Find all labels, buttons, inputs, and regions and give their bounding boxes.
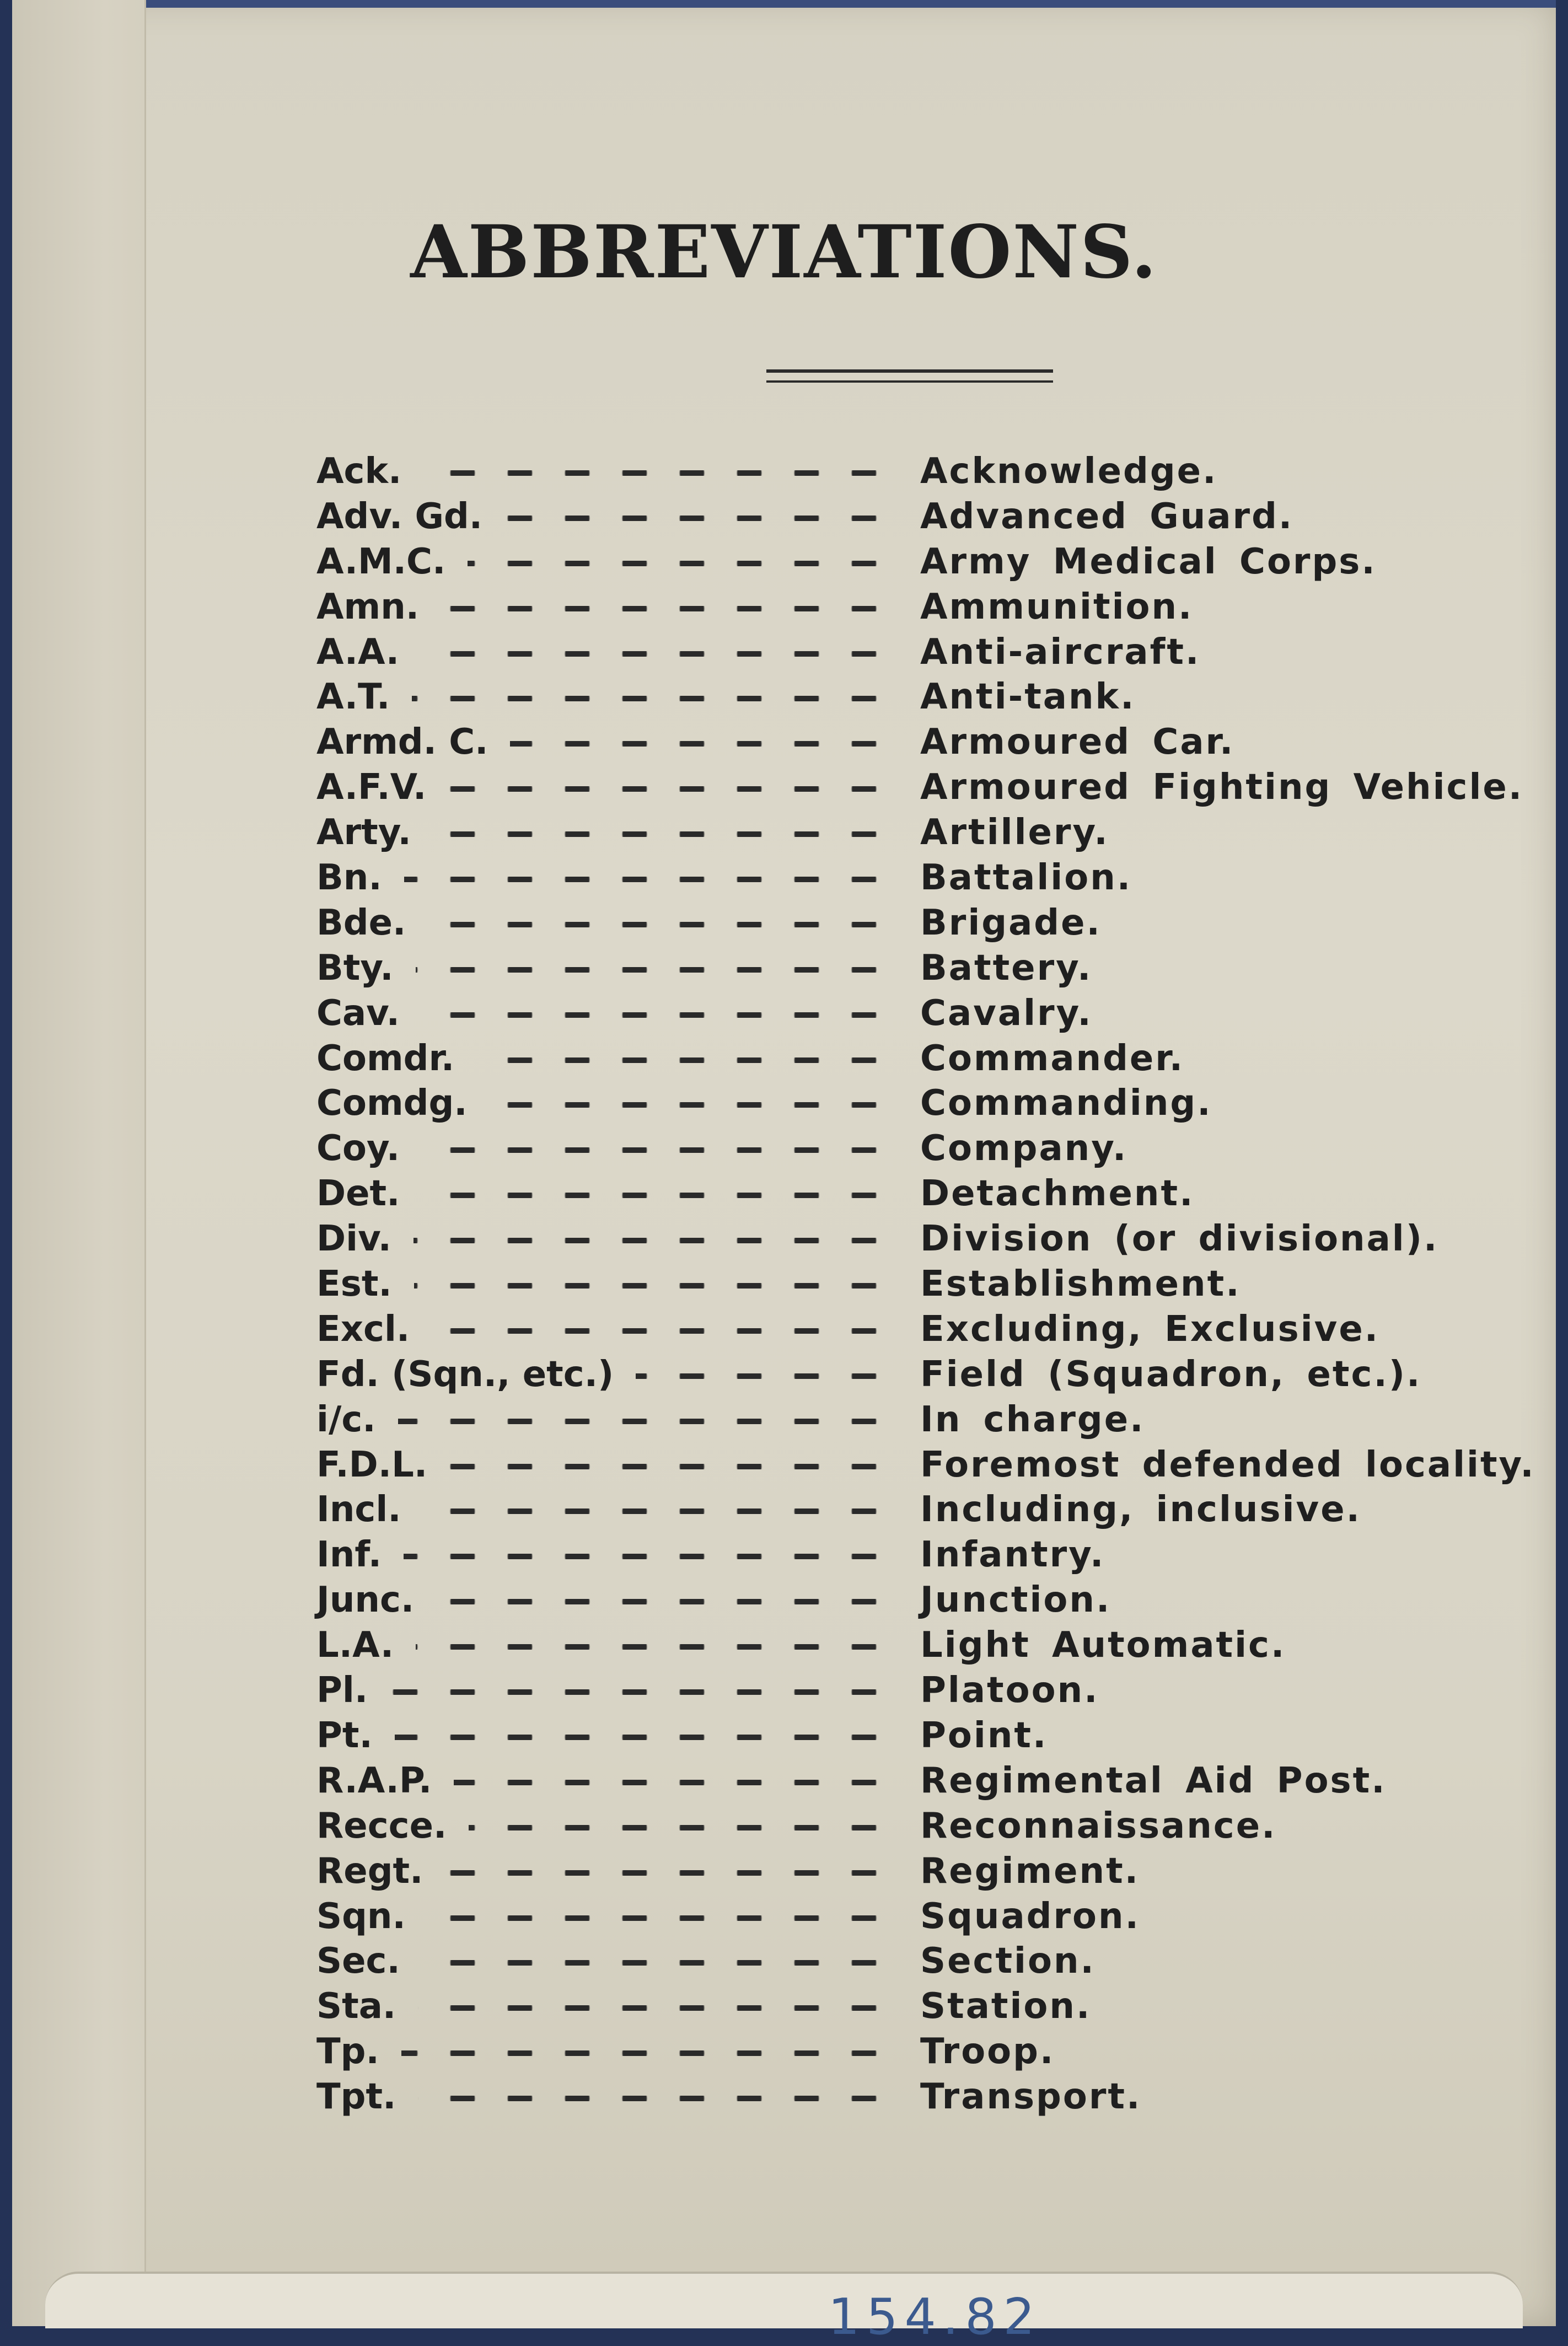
- dot-leader: [476, 1057, 893, 1063]
- dot-leader: [398, 1419, 893, 1424]
- abbreviation-row: [316, 449, 1540, 495]
- abbreviation-term: F.D.L.: [316, 1444, 428, 1485]
- abbreviation-row: [316, 1894, 1540, 1940]
- abbreviation-meaning: Squadron.: [920, 1896, 1140, 1937]
- abbreviation-list: [316, 449, 1540, 2120]
- abbreviation-meaning: Foremost defended locality.: [920, 1444, 1535, 1485]
- dot-leader: [469, 1825, 893, 1830]
- abbreviation-meaning: Reconnaissance.: [920, 1805, 1277, 1846]
- abbreviation-row: [316, 1126, 1540, 1172]
- abbreviation-meaning: Advanced Guard.: [920, 496, 1294, 537]
- dot-leader: [418, 2005, 893, 2011]
- abbreviation-meaning: Regimental Aid Post.: [920, 1760, 1387, 1801]
- dot-leader: [441, 606, 893, 611]
- dot-leader: [390, 1689, 893, 1695]
- page-title: ABBREVIATIONS.: [410, 210, 1158, 295]
- abbreviation-term: R.A.P.: [316, 1760, 432, 1801]
- dot-leader: [422, 1193, 893, 1198]
- abbreviation-meaning: Commander.: [920, 1038, 1185, 1079]
- abbreviation-row: [316, 1443, 1540, 1488]
- abbreviation-meaning: Anti-tank.: [920, 677, 1136, 718]
- dot-leader: [433, 831, 893, 837]
- dot-leader: [423, 470, 893, 476]
- abbreviation-row: [316, 585, 1540, 630]
- abbreviation-term: Inf.: [316, 1534, 382, 1576]
- abbreviation-term: Junc.: [316, 1580, 415, 1621]
- abbreviation-row: [316, 901, 1540, 946]
- dot-leader: [468, 561, 893, 566]
- abbreviation-meaning: In charge.: [920, 1399, 1145, 1440]
- abbreviation-meaning: Company.: [920, 1128, 1128, 1169]
- abbreviation-meaning: Establishment.: [920, 1264, 1241, 1305]
- dot-leader: [445, 1870, 893, 1876]
- abbreviation-row: [316, 2075, 1540, 2120]
- abbreviation-term: A.F.V.: [316, 767, 427, 808]
- abbreviation-row: [316, 495, 1540, 540]
- abbreviation-term: Det.: [316, 1173, 400, 1215]
- dot-leader: [418, 2096, 893, 2101]
- left-fold-strip: [12, 0, 146, 2326]
- abbreviation-meaning: Artillery.: [920, 812, 1109, 853]
- abbreviation-meaning: Ammunition.: [920, 586, 1194, 627]
- abbreviation-term: A.M.C.: [316, 541, 446, 582]
- abbreviation-row: [316, 1398, 1540, 1443]
- dot-leader: [448, 786, 893, 792]
- dot-leader: [412, 696, 893, 701]
- abbreviation-term: Tp.: [316, 2031, 379, 2073]
- abbreviation-row: [316, 765, 1540, 810]
- abbreviation-term: Coy.: [316, 1128, 400, 1169]
- abbreviation-term: Ack.: [316, 451, 402, 492]
- dot-leader: [432, 1328, 893, 1334]
- abbreviation-meaning: Armoured Fighting Vehicle.: [920, 767, 1524, 808]
- abbreviation-meaning: Platoon.: [920, 1670, 1099, 1711]
- abbreviation-meaning: Commanding.: [920, 1083, 1212, 1124]
- abbreviation-term: Cav.: [316, 992, 400, 1034]
- abbreviation-meaning: Regiment.: [920, 1850, 1140, 1892]
- abbreviation-meaning: Army Medical Corps.: [920, 541, 1377, 582]
- dot-leader: [414, 1283, 893, 1289]
- abbreviation-meaning: Division (or divisional).: [920, 1218, 1439, 1260]
- abbreviation-meaning: Cavalry.: [920, 992, 1093, 1034]
- top-binding-edge: [12, 0, 1556, 8]
- abbreviation-meaning: Transport.: [920, 2076, 1142, 2118]
- dot-leader: [454, 1780, 893, 1785]
- abbreviation-term: A.A.: [316, 631, 400, 673]
- abbreviation-meaning: Acknowledge.: [920, 451, 1218, 492]
- abbreviation-row: [316, 1984, 1540, 2030]
- abbreviation-term: A.T.: [316, 677, 390, 718]
- abbreviation-row: [316, 720, 1540, 765]
- abbreviation-meaning: Light Automatic.: [920, 1625, 1286, 1666]
- abbreviation-row: [316, 1533, 1540, 1578]
- abbreviation-meaning: Junction.: [920, 1580, 1111, 1621]
- dot-leader: [395, 1735, 893, 1740]
- abbreviation-term: Incl.: [316, 1489, 401, 1531]
- dot-leader: [636, 1373, 893, 1379]
- abbreviation-row: [316, 1668, 1540, 1714]
- abbreviation-term: Comdr.: [316, 1038, 455, 1079]
- abbreviation-term: Sec.: [316, 1941, 400, 1982]
- abbreviation-meaning: Point.: [920, 1715, 1048, 1756]
- abbreviation-row: [316, 1172, 1540, 1217]
- abbreviation-term: Pl.: [316, 1670, 368, 1711]
- abbreviation-row: [316, 1352, 1540, 1398]
- handwritten-number: 154.82: [828, 2288, 1041, 2346]
- abbreviation-term: Bty.: [316, 947, 394, 989]
- abbreviation-row: [316, 1307, 1540, 1352]
- dot-leader: [404, 877, 893, 882]
- dot-leader: [510, 741, 893, 747]
- abbreviation-meaning: Station.: [920, 1986, 1092, 2027]
- abbreviation-meaning: Battery.: [920, 947, 1093, 989]
- abbreviation-term: Sqn.: [316, 1896, 406, 1937]
- abbreviation-term: Bn.: [316, 857, 382, 899]
- dot-leader: [428, 1915, 893, 1921]
- dot-leader: [401, 2050, 893, 2056]
- abbreviation-term: i/c.: [316, 1399, 376, 1440]
- dot-leader: [422, 1960, 893, 1966]
- abbreviation-meaning: Troop.: [920, 2031, 1055, 2073]
- abbreviation-term: Arty.: [316, 812, 411, 853]
- abbreviation-term: Armd. C.: [316, 722, 488, 763]
- dot-leader: [504, 516, 893, 521]
- abbreviation-term: Fd. (Sqn., etc.): [316, 1354, 614, 1395]
- dot-leader: [490, 1102, 893, 1108]
- abbreviation-term: Comdg.: [316, 1083, 468, 1124]
- abbreviation-meaning: Anti-aircraft.: [920, 631, 1201, 673]
- abbreviation-term: Excl.: [316, 1308, 410, 1350]
- dot-leader: [416, 1644, 893, 1650]
- abbreviation-term: Amn.: [316, 586, 420, 627]
- dot-leader: [422, 1012, 893, 1018]
- abbreviation-term: Sta.: [316, 1986, 396, 2027]
- abbreviation-term: Recce.: [316, 1805, 447, 1846]
- abbreviation-term: Bde.: [316, 902, 406, 943]
- abbreviation-meaning: Excluding, Exclusive.: [920, 1308, 1380, 1350]
- abbreviation-term: Est.: [316, 1264, 392, 1305]
- bottom-label-tab: [45, 2272, 1523, 2328]
- abbreviation-meaning: Infantry.: [920, 1534, 1105, 1576]
- abbreviation-row: [316, 1217, 1540, 1262]
- dot-leader: [449, 1464, 893, 1469]
- dot-leader: [421, 651, 893, 657]
- abbreviation-meaning: Detachment.: [920, 1173, 1195, 1215]
- abbreviation-row: [316, 1623, 1540, 1668]
- abbreviation-row: [316, 1578, 1540, 1623]
- abbreviation-meaning: Armoured Car.: [920, 722, 1235, 763]
- abbreviation-row: [316, 1939, 1540, 1984]
- abbreviation-row: [316, 1262, 1540, 1307]
- abbreviation-term: Tpt.: [316, 2076, 396, 2118]
- abbreviation-row: [316, 540, 1540, 585]
- abbreviation-row: [316, 810, 1540, 856]
- abbreviation-term: Div.: [316, 1218, 391, 1260]
- abbreviation-row: [316, 1759, 1540, 1804]
- abbreviation-row: [316, 1804, 1540, 1849]
- dot-leader: [404, 1554, 893, 1559]
- abbreviation-meaning: Field (Squadron, etc.).: [920, 1354, 1422, 1395]
- title-rule-top: [766, 369, 1053, 373]
- abbreviation-row: [316, 2030, 1540, 2075]
- dot-leader: [414, 1238, 893, 1243]
- abbreviation-term: Regt.: [316, 1850, 423, 1892]
- dot-leader: [422, 1147, 893, 1153]
- abbreviation-term: Adv. Gd.: [316, 496, 483, 537]
- dot-leader: [436, 1599, 893, 1604]
- abbreviation-row: [316, 1488, 1540, 1533]
- abbreviation-meaning: Including, inclusive.: [920, 1489, 1361, 1531]
- abbreviation-row: [316, 1037, 1540, 1082]
- abbreviation-row: [316, 630, 1540, 675]
- abbreviation-meaning: Brigade.: [920, 902, 1102, 943]
- dot-leader: [423, 1508, 893, 1514]
- abbreviation-row: [316, 946, 1540, 991]
- abbreviation-meaning: Section.: [920, 1941, 1096, 1982]
- abbreviation-row: [316, 1849, 1540, 1894]
- title-rule-bottom: [766, 380, 1053, 383]
- abbreviation-term: L.A.: [316, 1625, 394, 1666]
- dot-leader: [416, 967, 893, 973]
- dot-leader: [428, 922, 893, 927]
- abbreviation-row: [316, 1714, 1540, 1759]
- abbreviation-row: [316, 1081, 1540, 1126]
- abbreviation-term: Pt.: [316, 1715, 373, 1756]
- abbreviation-meaning: Battalion.: [920, 857, 1132, 899]
- abbreviation-row: [316, 991, 1540, 1037]
- abbreviation-row: [316, 675, 1540, 720]
- abbreviation-row: [316, 856, 1540, 901]
- document-page: [12, 0, 1556, 2346]
